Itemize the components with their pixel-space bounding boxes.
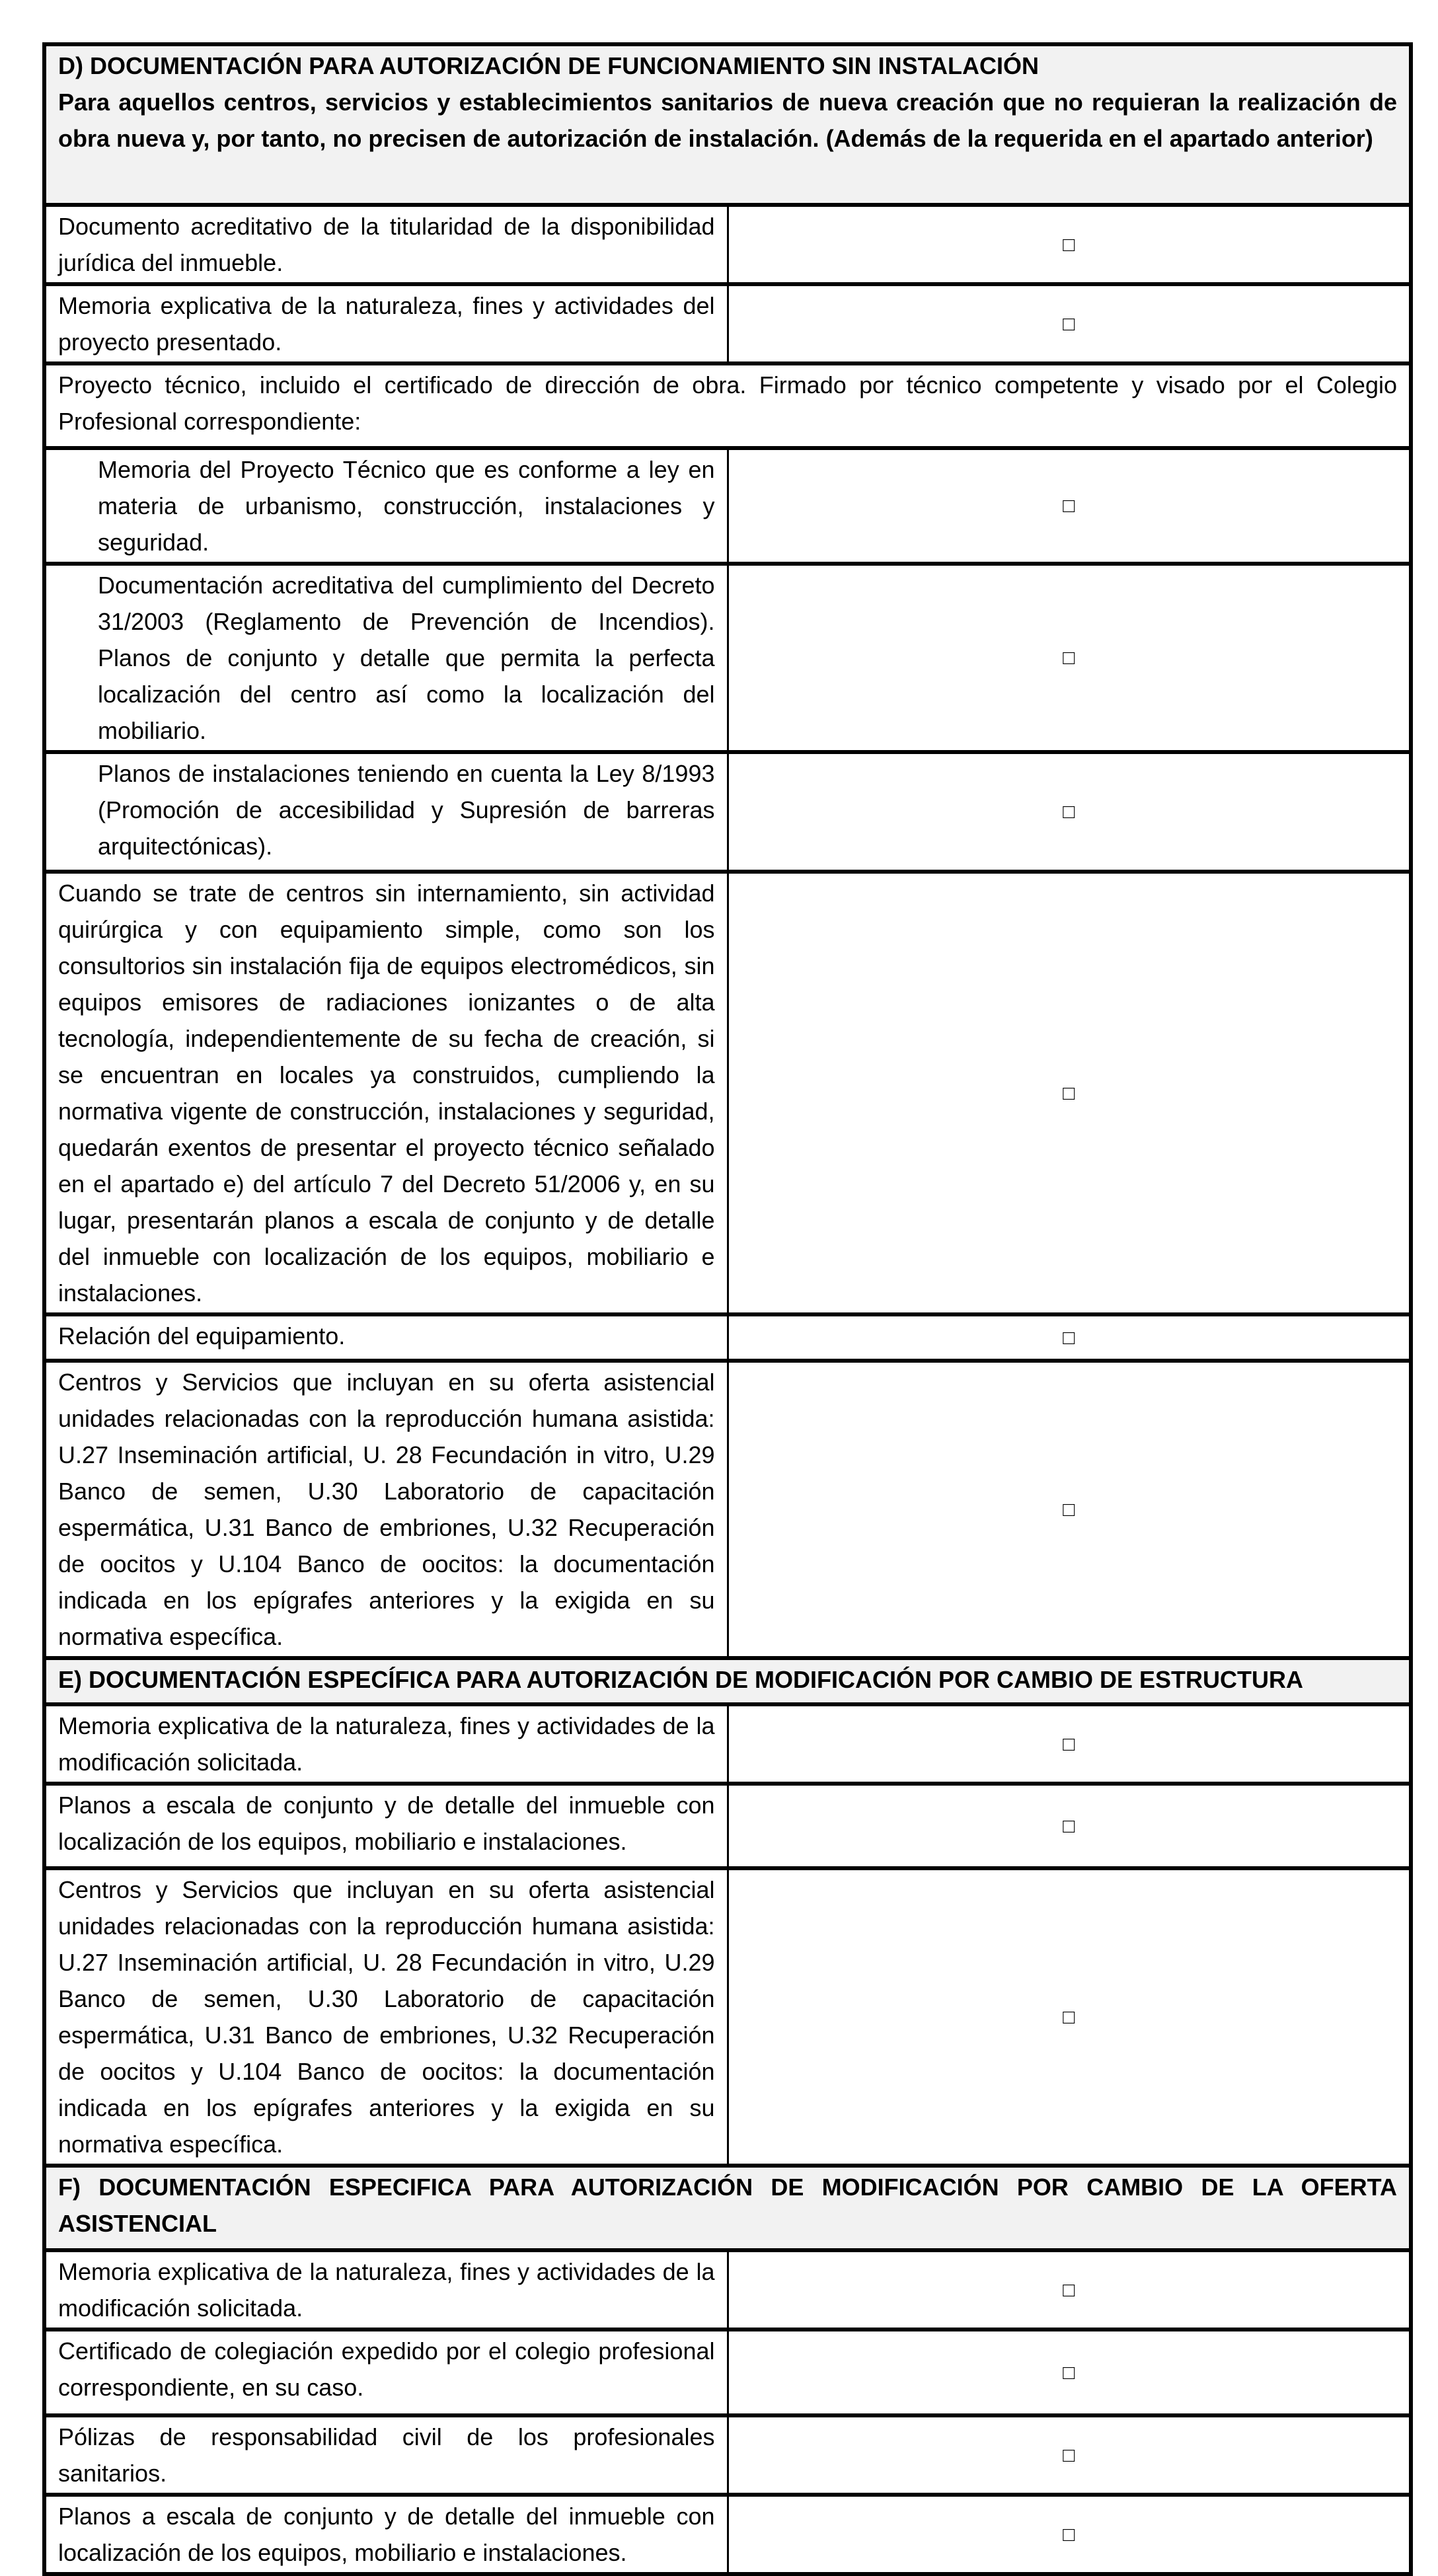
section-d-header [44, 44, 1411, 205]
item-text: Centros y Servicios que incluyan en su oferta asistencial unidades relacionadas con la reproducción humana asistida: U.27 Inseminación artificial, U. 28 Fecundación in vitro, U.29 Banco de semen, U.30 Laboratorio de capacitación espermática, U.31 Banco de embriones, U.32 Recuperación de oocitos y U.104 Banco de oocitos: la documentación indicada en los epígrafes anteriores y la exigida en su normativa específica. [44, 1868, 728, 2166]
checkbox[interactable]: □ [728, 284, 1411, 363]
item-text: Documento acreditativo de la titularidad de la disponibilidad jurídica del inmueble. [44, 205, 728, 284]
item-text: Pólizas de responsabilidad civil de los profesionales sanitarios. [44, 2415, 728, 2495]
item-text: Memoria explicativa de la naturaleza, fines y actividades de la modificación solicitada. [44, 2250, 728, 2330]
section-d-title: D) DOCUMENTACIÓN PARA AUTORIZACIÓN DE FUNCIONAMIENTO SIN INSTALACIÓN [58, 52, 1039, 79]
checkbox[interactable]: □ [728, 1314, 1411, 1361]
item-text: Centros y Servicios que incluyan en su oferta asistencial unidades relacionadas con la reproducción humana asistida: U.27 Inseminación artificial, U. 28 Fecundación in vitro, U.29 Banco de semen, U.30 Laboratorio de capacitación espermática, U.31 Banco de embriones, U.32 Recuperación de oocitos y U.104 Banco de oocitos: la documentación indicada en los epígrafes anteriores y la exigida en su normativa específica. [44, 1361, 728, 1658]
item-text: Documentación acreditativa del cumplimiento del Decreto 31/2003 (Reglamento de Prevención de Incendios). Planos de conjunto y detalle que permita la perfecta localización del centro así como la localización del mobiliario. [44, 564, 728, 752]
item-text: Planos a escala de conjunto y de detalle del inmueble con localización de los equipos, mobiliario e instalaciones. [44, 1784, 728, 1868]
item-text: Relación del equipamiento. [44, 1314, 728, 1361]
section-d-subtitle: Para aquellos centros, servicios y establecimientos sanitarios de nueva creación que no requieran la realización de obra nueva y, por tanto, no precisen de autorización de instalación. (Además de la requerida en el apartado anterior) [58, 89, 1397, 152]
item-text: Certificado de colegiación expedido por el colegio profesional correspondiente, en su caso. [44, 2330, 728, 2415]
checkbox[interactable]: □ [728, 564, 1411, 752]
item-text: Planos a escala de conjunto y de detalle del inmueble con localización de los equipos, mobiliario e instalaciones. [44, 2495, 728, 2574]
checkbox[interactable]: □ [728, 2495, 1411, 2574]
checkbox[interactable]: □ [728, 752, 1411, 872]
item-text: Memoria explicativa de la naturaleza, fines y actividades del proyecto presentado. [44, 284, 728, 363]
checkbox[interactable]: □ [728, 2250, 1411, 2330]
checkbox[interactable]: □ [728, 1361, 1411, 1658]
item-text: Memoria del Proyecto Técnico que es conforme a ley en materia de urbanismo, construcción, instalaciones y seguridad. [44, 448, 728, 564]
checkbox[interactable]: □ [728, 448, 1411, 564]
item-text: Cuando se trate de centros sin internamiento, sin actividad quirúrgica y con equipamiento simple, como son los consultorios sin instalación fija de equipos electromédicos, sin equipos emisores de radiaciones ionizantes o de alta tecnología, independientemente de su fecha de creación, si se encuentran en locales ya construidos, cumpliendo la normativa vigente de construcción, instalaciones y seguridad, quedarán exentos de presentar el proyecto técnico señalado en el apartado e) del artículo 7 del Decreto 51/2006 y, en su lugar, presentarán planos a escala de conjunto y de detalle del inmueble con localización de los equipos, mobiliario e instalaciones. [44, 872, 728, 1314]
section-f-title: F) DOCUMENTACIÓN ESPECIFICA PARA AUTORIZACIÓN DE MODIFICACIÓN POR CAMBIO DE LA OFERTA ASISTENCIAL [44, 2166, 1411, 2250]
section-e-title: E) DOCUMENTACIÓN ESPECÍFICA PARA AUTORIZACIÓN DE MODIFICACIÓN POR CAMBIO DE ESTRUCTURA [44, 1658, 1411, 1704]
item-text: Planos de instalaciones teniendo en cuenta la Ley 8/1993 (Promoción de accesibilidad y Supresión de barreras arquitectónicas). [44, 752, 728, 872]
documentation-checklist-table [42, 42, 1413, 2576]
checkbox[interactable]: □ [728, 1784, 1411, 1868]
checkbox[interactable]: □ [728, 1868, 1411, 2166]
checkbox[interactable]: □ [728, 2330, 1411, 2415]
item-text: Memoria explicativa de la naturaleza, fines y actividades de la modificación solicitada. [44, 1704, 728, 1784]
checkbox[interactable]: □ [728, 2415, 1411, 2495]
checkbox[interactable]: □ [728, 1704, 1411, 1784]
proyecto-tecnico-label: Proyecto técnico, incluido el certificado de dirección de obra. Firmado por técnico competente y visado por el Colegio Profesional correspondiente: [44, 363, 1411, 448]
checkbox[interactable]: □ [728, 872, 1411, 1314]
checkbox[interactable]: □ [728, 205, 1411, 284]
